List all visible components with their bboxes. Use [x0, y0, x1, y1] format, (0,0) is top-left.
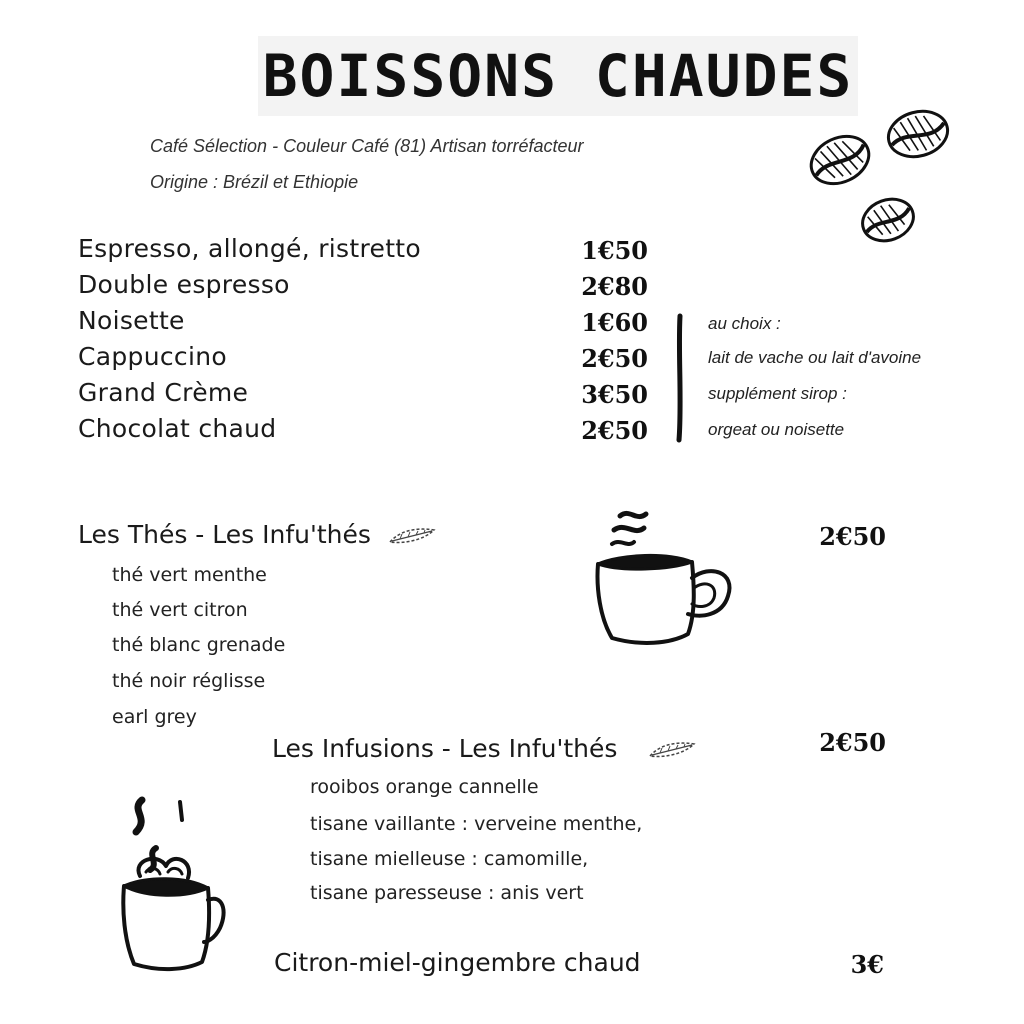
menu-item-name: Espresso, allongé, ristretto — [78, 234, 421, 263]
infusions-heading: Les Infusions - Les Infu'thés — [272, 734, 618, 763]
menu-item-price: 1€50 — [581, 236, 648, 265]
coffee-beans-icon — [800, 96, 960, 256]
options-note-line: supplément sirop : — [708, 384, 847, 403]
tea-item: thé noir réglisse — [112, 670, 266, 692]
menu-item-name: Chocolat chaud — [78, 414, 277, 443]
menu-item-price: 3€50 — [581, 380, 648, 409]
coffee-cup-icon — [590, 508, 740, 648]
teas-price: 2€50 — [819, 522, 886, 551]
tea-item: thé vert menthe — [112, 564, 267, 586]
tea-item: thé blanc grenade — [112, 634, 286, 656]
menu-item-name: Noisette — [78, 306, 185, 335]
options-note-line: au choix : — [708, 314, 781, 333]
menu-item-price: 2€50 — [581, 416, 648, 445]
menu-item-name: Grand Crème — [78, 378, 249, 407]
infusion-item: tisane vaillante : verveine menthe, — [310, 813, 643, 835]
infusion-item: rooibos orange cannelle — [310, 776, 539, 798]
hot-chocolate-cup-icon — [110, 790, 230, 980]
subtitle-origin: Origine : Brézil et Ethiopie — [150, 172, 359, 192]
menu-item-price: 2€80 — [581, 272, 648, 301]
tea-item: earl grey — [112, 706, 197, 728]
special-item-price: 3€ — [850, 950, 884, 979]
menu-item-name: Cappuccino — [78, 342, 227, 371]
menu-item-name: Double espresso — [78, 270, 290, 299]
menu-item-price: 2€50 — [581, 344, 648, 373]
infusion-item: tisane mielleuse : camomille, — [310, 848, 589, 870]
infusion-item: tisane paresseuse : anis vert — [310, 882, 584, 904]
leaf-icon — [388, 526, 436, 546]
tea-item: thé vert citron — [112, 599, 248, 621]
infusions-price: 2€50 — [819, 728, 886, 757]
subtitle-roaster: Café Sélection - Couleur Café (81) Artisan torréfacteur — [150, 136, 584, 156]
options-note-line: orgeat ou noisette — [708, 420, 845, 439]
options-note-line: lait de vache ou lait d'avoine — [708, 348, 922, 367]
leaf-icon — [648, 740, 696, 760]
teas-heading: Les Thés - Les Infu'thés — [78, 520, 371, 549]
page-title: BOISSONS CHAUDES — [258, 36, 858, 116]
menu-item-price: 1€60 — [581, 308, 648, 337]
special-item-name: Citron-miel-gingembre chaud — [274, 948, 641, 977]
options-divider — [672, 312, 688, 444]
